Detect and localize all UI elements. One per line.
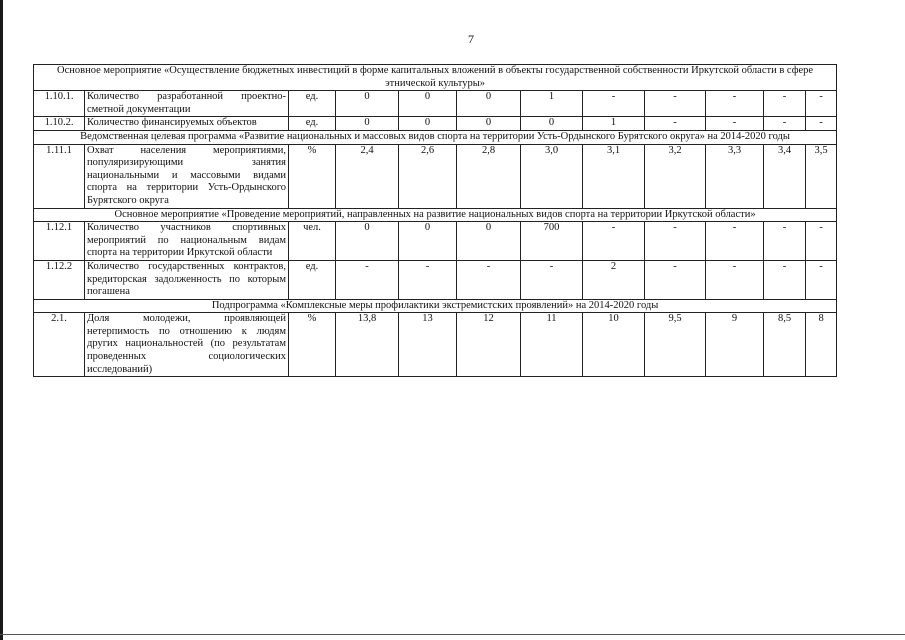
section-title: Подпрограмма «Комплексные меры профилактики экстремистских проявлений» на 2014-2020 годы <box>34 299 837 313</box>
value-cell: 3,2 <box>645 144 706 208</box>
value-cell: 2,4 <box>336 144 399 208</box>
value-cell: - <box>706 91 764 117</box>
indicator-name: Количество финансируемых объектов <box>85 117 289 131</box>
value-cell: 0 <box>457 91 521 117</box>
value-cell: - <box>764 222 806 261</box>
value-cell: - <box>764 91 806 117</box>
section-title: Основное мероприятие «Проведение мероприятий, направленных на развитие национальных видов спорта на территории Иркутской области» <box>34 208 837 222</box>
table-row <box>34 222 837 261</box>
value-cell: 0 <box>399 91 457 117</box>
table-row <box>34 91 837 117</box>
value-cell: 700 <box>521 222 583 261</box>
section-title: Ведомственная целевая программа «Развитие национальных и массовых видов спорта на территории Усть-Ордынского Бурятского округа» на 2014-2020 годы <box>34 130 837 144</box>
section-title: Основное мероприятие «Осуществление бюджетных инвестиций в форме капитальных вложений в объекты государственной собственности Иркутской области в сфере этнической культуры» <box>34 65 837 91</box>
value-cell: - <box>457 260 521 299</box>
value-cell: - <box>645 91 706 117</box>
value-cell: 2,6 <box>399 144 457 208</box>
scan-left-edge <box>0 0 3 640</box>
table-row <box>34 117 837 131</box>
value-cell: 1 <box>583 117 645 131</box>
value-cell: 13,8 <box>336 313 399 377</box>
value-cell: - <box>706 260 764 299</box>
value-cell: - <box>806 117 837 131</box>
value-cell: - <box>645 222 706 261</box>
row-number: 1.10.2. <box>34 117 85 131</box>
row-number: 1.12.1 <box>34 222 85 261</box>
value-cell: 0 <box>457 222 521 261</box>
row-number: 1.10.1. <box>34 91 85 117</box>
value-cell: - <box>764 117 806 131</box>
indicator-name: Количество государственных контрактов, кредиторская задолженность по которым погашена <box>85 260 289 299</box>
row-number: 2.1. <box>34 313 85 377</box>
unit-cell: ед. <box>289 260 336 299</box>
scan-bottom-edge <box>0 634 905 635</box>
section-row <box>34 130 837 144</box>
section-row <box>34 65 837 91</box>
value-cell: 3,4 <box>764 144 806 208</box>
table-row <box>34 313 837 377</box>
value-cell: - <box>645 260 706 299</box>
unit-cell: % <box>289 144 336 208</box>
value-cell: 0 <box>399 222 457 261</box>
value-cell: 9,5 <box>645 313 706 377</box>
value-cell: 0 <box>399 117 457 131</box>
value-cell: 8,5 <box>764 313 806 377</box>
value-cell: - <box>764 260 806 299</box>
indicator-name: Количество разработанной проектно-сметной документации <box>85 91 289 117</box>
value-cell: 0 <box>521 117 583 131</box>
value-cell: 2 <box>583 260 645 299</box>
value-cell: 9 <box>706 313 764 377</box>
value-cell: - <box>399 260 457 299</box>
unit-cell: ед. <box>289 91 336 117</box>
value-cell: 1 <box>521 91 583 117</box>
indicator-name: Доля молодежи, проявляющей нетерпимость по отношению к людям других национальностей (по результатам проведенных социологических исследований) <box>85 313 289 377</box>
value-cell: - <box>706 117 764 131</box>
value-cell: - <box>583 222 645 261</box>
value-cell: 3,0 <box>521 144 583 208</box>
indicator-name: Количество участников спортивных мероприятий по национальным видам спорта на территории Иркутской области <box>85 222 289 261</box>
indicators-table <box>33 64 837 377</box>
value-cell: 0 <box>457 117 521 131</box>
row-number: 1.11.1 <box>34 144 85 208</box>
value-cell: - <box>336 260 399 299</box>
value-cell: 11 <box>521 313 583 377</box>
value-cell: - <box>806 91 837 117</box>
table-row <box>34 144 837 208</box>
value-cell: 13 <box>399 313 457 377</box>
value-cell: - <box>645 117 706 131</box>
value-cell: 3,1 <box>583 144 645 208</box>
page-number: 7 <box>468 32 474 46</box>
value-cell: - <box>583 91 645 117</box>
section-row <box>34 208 837 222</box>
value-cell: - <box>806 260 837 299</box>
value-cell: 8 <box>806 313 837 377</box>
value-cell: 10 <box>583 313 645 377</box>
unit-cell: % <box>289 313 336 377</box>
value-cell: 3,3 <box>706 144 764 208</box>
value-cell: 0 <box>336 117 399 131</box>
value-cell: 12 <box>457 313 521 377</box>
value-cell: 0 <box>336 222 399 261</box>
unit-cell: ед. <box>289 117 336 131</box>
unit-cell: чел. <box>289 222 336 261</box>
section-row <box>34 299 837 313</box>
row-number: 1.12.2 <box>34 260 85 299</box>
value-cell: 0 <box>336 91 399 117</box>
indicator-name: Охват населения мероприятиями, популяризирующими занятия национальными и массовыми видами спорта на территории Усть-Ордынского Бурятского округа <box>85 144 289 208</box>
value-cell: 2,8 <box>457 144 521 208</box>
value-cell: - <box>806 222 837 261</box>
value-cell: 3,5 <box>806 144 837 208</box>
table-row <box>34 260 837 299</box>
value-cell: - <box>706 222 764 261</box>
value-cell: - <box>521 260 583 299</box>
